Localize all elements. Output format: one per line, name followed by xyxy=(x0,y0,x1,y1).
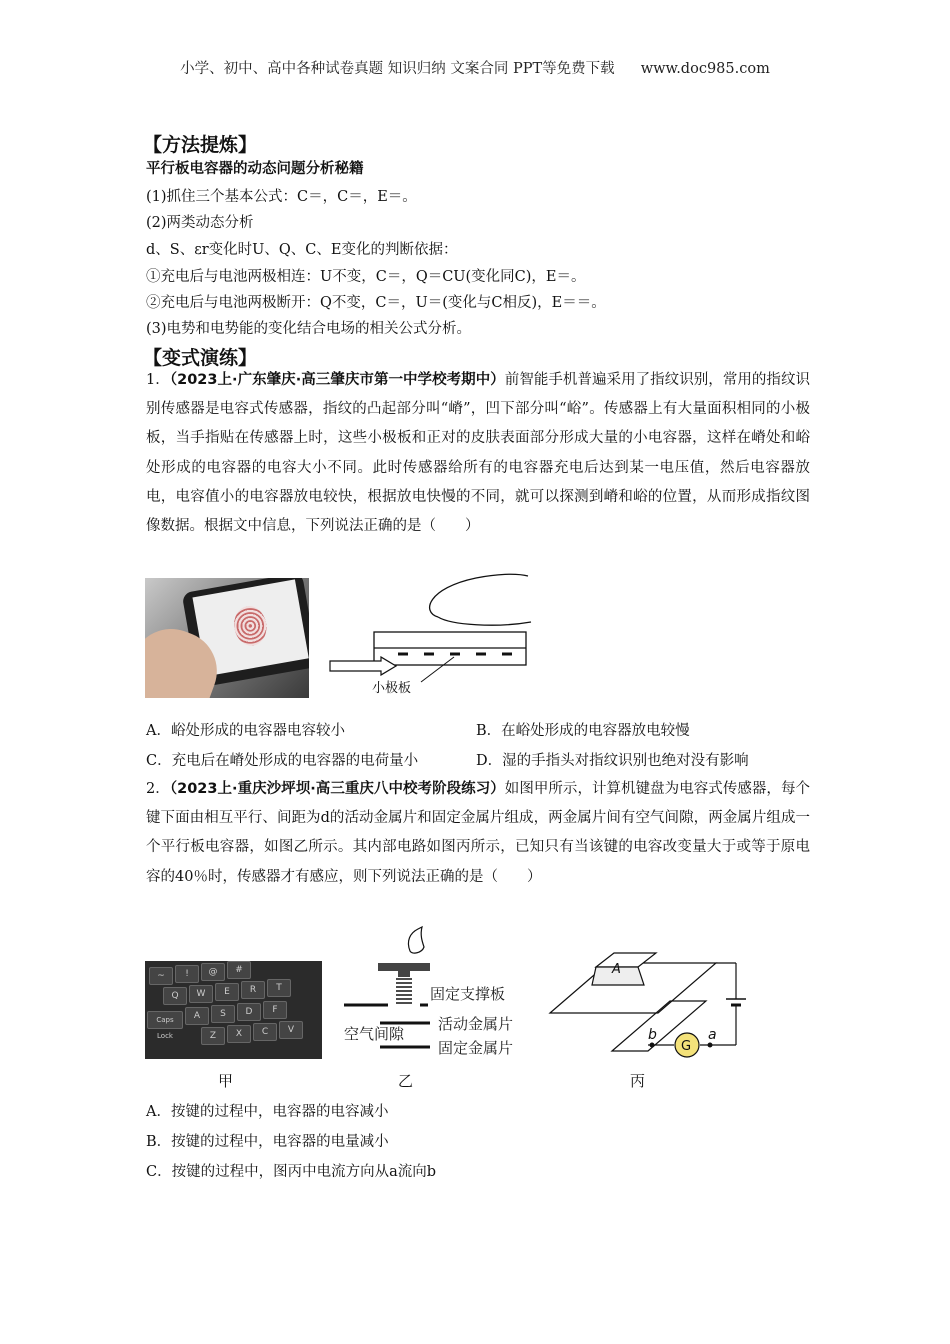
key: C xyxy=(253,1023,277,1041)
key: Z xyxy=(201,1027,225,1045)
label-support: 固定支撑板 xyxy=(430,985,506,1003)
label-moving: 活动金属片 xyxy=(438,1015,514,1033)
key: ~ xyxy=(149,967,173,985)
key: # xyxy=(227,961,251,979)
key: ! xyxy=(175,965,199,983)
method-heading: 【方法提炼】 xyxy=(143,134,258,156)
method-line-1: (1)抓住三个基本公式：C＝，C＝，E＝。 xyxy=(146,189,417,205)
caption-yi: 乙 xyxy=(398,1072,414,1090)
q1-number: 1． xyxy=(146,372,170,388)
q1-text: 前智能手机普遍采用了指纹识别，常用的指纹识别传感器是电容式传感器，指纹的凸起部分叫“嵴”，凹下部分叫“峪”。传感器上有大量面积相同的小极板，当手指贴在传感器上时，这些小极板和正对的皮肤表面部分形成大量的小电容器，这样在嵴处和峪处形成的电容器的电容大小不同。此时传感器给所有的电容器充电后达到某一电压值，然后电容器放电，电容值小的电容器放电较快，根据放电快慢的不同，就可以探测到嵴和峪的位置，从而形成指纹图像数据。根据文中信息，下列说法正确的是（ ） xyxy=(146,372,811,535)
method-line-2: (2)两类动态分析 xyxy=(146,215,254,231)
question-1 xyxy=(146,366,810,541)
key: S xyxy=(211,1005,235,1023)
header-text: 小学、初中、高中各种试卷真题 知识归纳 文案合同 PPT等免费下载 xyxy=(180,61,615,77)
finger-tip-icon xyxy=(408,927,424,953)
method-line-3: d、S、εr变化时U、Q、C、E变化的判断依据： xyxy=(146,242,458,258)
finger-bottom xyxy=(438,617,531,625)
caption-jia: 甲 xyxy=(218,1072,234,1090)
key-structure-diagram xyxy=(338,925,538,1065)
key: T xyxy=(267,979,291,997)
page-header xyxy=(0,57,950,78)
key: A xyxy=(185,1007,209,1025)
key: @ xyxy=(201,963,225,981)
practice-heading: 【变式演练】 xyxy=(143,347,258,369)
small-plate-label: 小极板 xyxy=(372,681,412,696)
key: F xyxy=(263,1001,287,1019)
label-a: a xyxy=(708,1027,717,1043)
q1-option-a: A．峪处形成的电容器电容较小 xyxy=(146,723,345,739)
galvanometer-label: G xyxy=(681,1039,692,1054)
q2-option-b: B．按键的过程中，电容器的电量减小 xyxy=(146,1134,389,1150)
q2-option-a: A．按键的过程中，电容器的电容减小 xyxy=(146,1104,389,1120)
key-cap xyxy=(378,963,430,971)
keyboard-photo xyxy=(145,961,322,1059)
q2-source: （2023上·重庆沙坪坝·高三重庆八中校考阶段练习） xyxy=(169,781,505,797)
circuit-diagram xyxy=(546,945,746,1065)
q2-option-c: C．按键的过程中，图丙中电流方向从a流向b xyxy=(146,1164,437,1180)
q1-option-b: B．在峪处形成的电容器放电较慢 xyxy=(476,723,690,739)
method-line-5: ②充电后与电池两极断开：Q不变，C＝，U＝(变化与C相反)，E＝＝。 xyxy=(146,295,606,311)
key: R xyxy=(241,981,265,999)
key-caps-lock: Caps Lock xyxy=(147,1011,183,1029)
key: Q xyxy=(163,987,187,1005)
key: W xyxy=(189,985,213,1003)
node-a xyxy=(708,1043,713,1048)
header-site: www.doc985.com xyxy=(640,61,770,77)
key: X xyxy=(227,1025,251,1043)
key-top xyxy=(596,953,656,967)
block-label: A xyxy=(612,962,621,977)
label-gap: 空气间隙 xyxy=(344,1025,405,1043)
q1-source: （2023上·广东肇庆·高三肇庆市第一中学校考期中） xyxy=(169,372,505,388)
method-subheading: 平行板电容器的动态问题分析秘籍 xyxy=(146,161,364,177)
key-stem xyxy=(398,971,410,977)
label-b: b xyxy=(648,1027,657,1043)
fingerprint-icon xyxy=(231,603,269,648)
question-2 xyxy=(146,775,810,892)
q2-text: 如图甲所示，计算机键盘为电容式传感器，每个键下面由相互平行、间距为d的活动金属片和固定金属片组成，两金属片间有空气间隙，两金属片组成一个平行板电容器，如图乙所示。其内部电路如图丙所示，已知只有当该键的电容改变量大于或等于原电容的40％时，传感器才有感应，则下列说法正确的是（ ） xyxy=(146,781,811,885)
spring xyxy=(396,979,412,1003)
method-line-4: ①充电后与电池两极相连：U不变，C＝，Q＝CU(变化同C)，E＝。 xyxy=(146,269,586,285)
q2-number: 2． xyxy=(146,781,170,797)
label-fixed: 固定金属片 xyxy=(438,1039,514,1057)
method-line-6: (3)电势和电势能的变化结合电场的相关公式分析。 xyxy=(146,321,472,337)
leader-line xyxy=(421,657,454,682)
key: V xyxy=(279,1021,303,1039)
fingerprint-phone-photo xyxy=(145,578,309,698)
sensor-diagram xyxy=(326,570,536,700)
arrow-shape xyxy=(330,657,396,675)
key: E xyxy=(215,983,239,1001)
q1-option-d: D．湿的手指头对指纹识别也绝对没有影响 xyxy=(476,753,749,769)
caption-bing: 丙 xyxy=(630,1072,646,1090)
key: D xyxy=(237,1003,261,1021)
q1-option-c: C．充电后在嵴处形成的电容器的电荷量小 xyxy=(146,753,419,769)
node-b xyxy=(650,1043,655,1048)
finger-outline xyxy=(430,574,528,617)
